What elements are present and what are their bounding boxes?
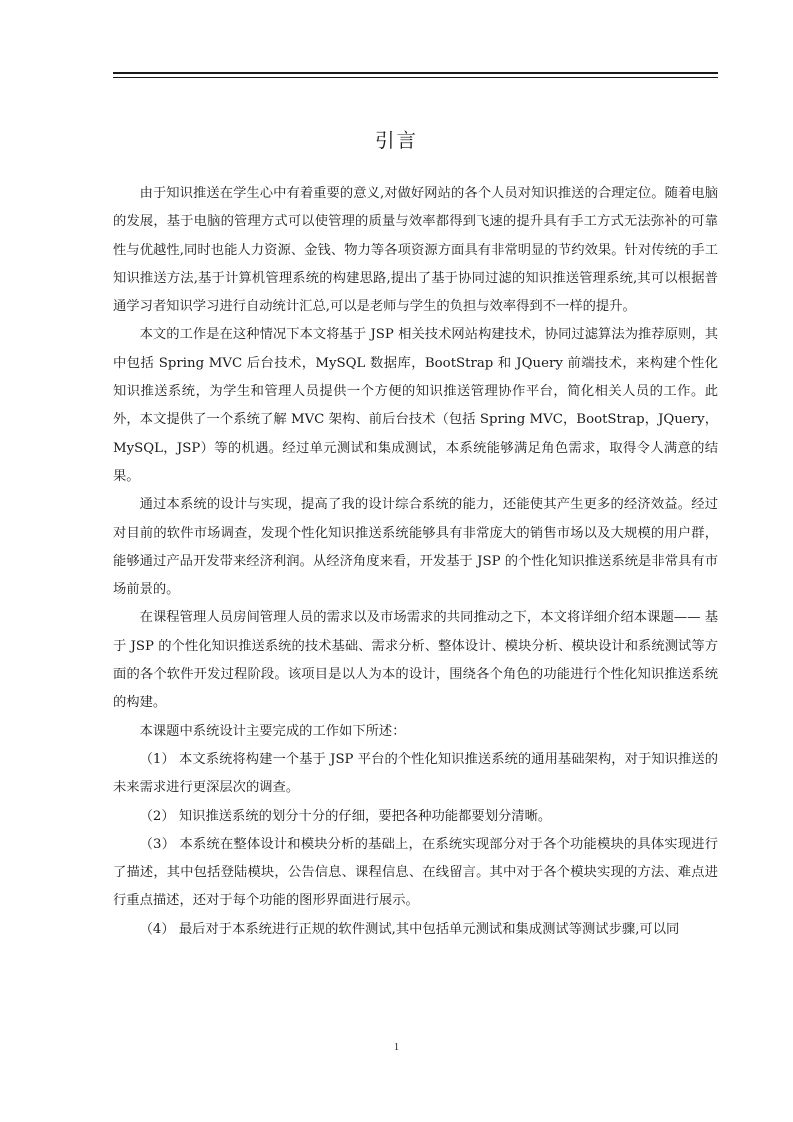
list-item-4: （4） 最后对于本系统进行正规的软件测试,其中包括单元测试和集成测试等测试步骤,可以同 [139,921,680,937]
paragraph-work: 本文的工作是在这种情况下本文将基于 JSP 相关技术网站构建技术，协同过滤算法为推荐原则，其中包括 Spring MVC 后台技术，MySQL 数据库，BootStrap 和 JQuery 前端技术，来构建个性化知识推送系统，为学生和管理人员提供一个方便的知识推送管理协作平台，简化相关人员的工作。此外，本文提供了一个系统了解 MVC 架构、前后台技术（包括 Spring MVC，BootStrap，JQuery，MySQL，JSP）等的机遇。经过单元测试和集成测试，本系统能够满足角色需求，取得令人满意的结果。 [113,327,718,484]
paragraph-benefit: 通过本系统的设计与实现，提高了我的设计综合系统的能力，还能使其产生更多的经济效益。经过对目前的软件市场调查，发现个性化知识推送系统能够具有非常庞大的销售市场以及大规模的用户群，能够通过产品开发带来经济利润。从经济角度来看，开发基于 JSP 的个性化知识推送系统是非常具有市场前景的。 [113,497,718,598]
body-text [113,180,718,944]
page-number: 1 [394,1042,399,1053]
list-item-2: （2） 知识推送系统的划分十分的仔细，要把各种功能都要划分清晰。 [139,808,552,824]
list-item-3: （3） 本系统在整体设计和模块分析的基础上，在系统实现部分对于各个功能模块的具体实现进行了描述，其中包括登陆模块，公告信息、课程信息、在线留言。其中对于各个模块实现的方法、难点进行重点描述，还对于每个功能的图形界面进行展示。 [113,836,718,909]
header-rule-thick [113,72,718,74]
header-rule-thin [113,77,718,78]
paragraph-tasks-heading: 本课题中系统设计主要完成的工作如下所述： [139,723,406,739]
paragraph-overview: 在课程管理人员房间管理人员的需求以及市场需求的共同推动之下，本文将详细介绍本课题—— 基于 JSP 的个性化知识推送系统的技术基础、需求分析、整体设计、模块分析、模块设计和系统测试等方面的各个软件开发过程阶段。该项目是以人为本的设计，围绕各个角色的功能进行个性化知识推送系统的构建。 [113,610,718,711]
paragraph-intro: 由于知识推送在学生心中有着重要的意义,对做好网站的各个人员对知识推送的合理定位。随着电脑的发展，基于电脑的管理方式可以使管理的质量与效率都得到飞速的提升具有手工方式无法弥补的可靠性与优越性,同时也能人力资源、金钱、物力等各项资源方面具有非常明显的节约效果。针对传统的手工知识推送方法,基于计算机管理系统的构建思路,提出了基于协同过滤的知识推送管理系统,其可以根据普通学习者知识学习进行自动统计汇总,可以是老师与学生的负担与效率得到不一样的提升。 [113,186,718,315]
page-title: 引言 [374,129,418,152]
list-item-1: （1） 本文系统将构建一个基于 JSP 平台的个性化知识推送系统的通用基础架构，对于知识推送的未来需求进行更深层次的调查。 [113,751,718,796]
